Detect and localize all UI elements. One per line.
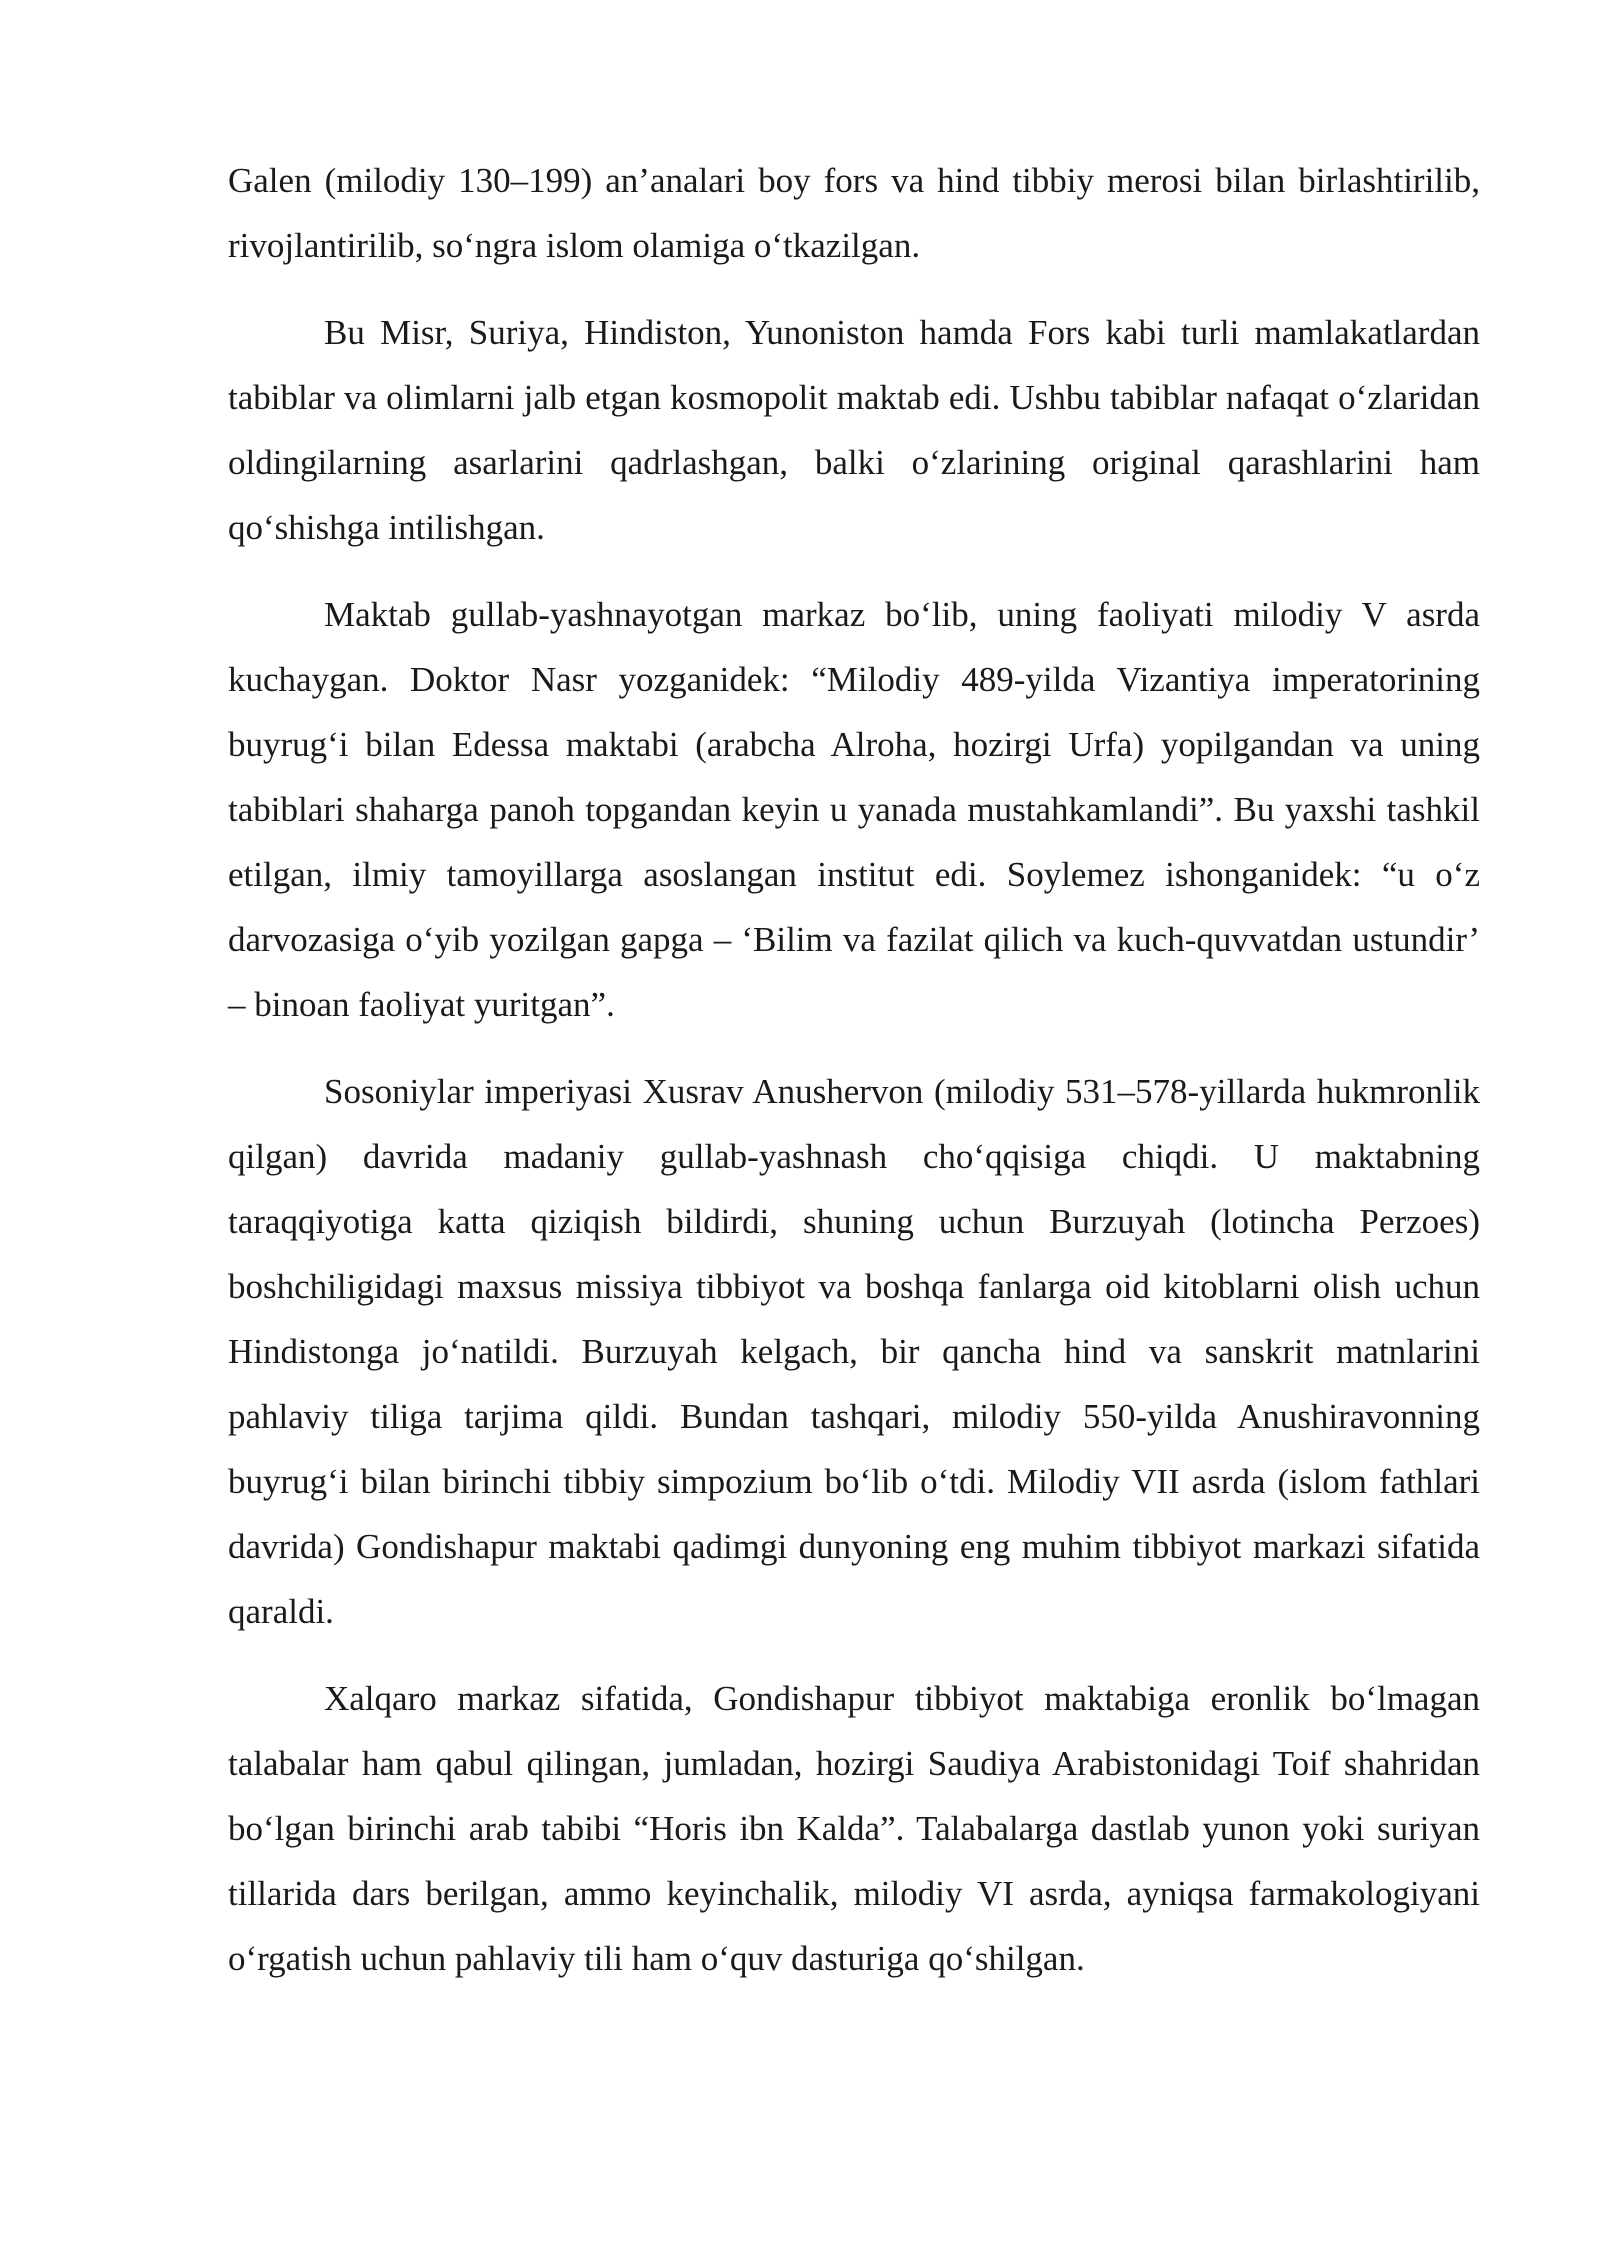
paragraph: Xalqaro markaz sifatida, Gondishapur tibbiyot maktabiga eronlik bo‘lmagan talabalar ham qabul qilingan, jumladan, hozirgi Saudiya Arabistonidagi Toif shahridan bo‘lgan birinchi arab tabibi “Horis ibn Kalda”. Talabalarga dastlab yunon yoki suriyan tillarida dars berilgan, ammo keyinchalik, milodiy VI asrda, ayniqsa farmakologiyani o‘rgatish uchun pahlaviy tili ham o‘quv dasturiga qo‘shilgan. bbox=[228, 1679, 1480, 1978]
paragraph: Maktab gullab-yashnayotgan markaz bo‘lib, uning faoliyati milodiy V asrda kuchaygan. Doktor Nasr yozganidek: “Milodiy 489-yilda Vizantiya imperatorining buyrug‘i bilan Edessa maktabi (arabcha Alroha, hozirgi Urfa) yopilgandan va uning tabiblari shaharga panoh topgandan keyin u yanada mustahkamlandi”. Bu yaxshi tashkil etilgan, ilmiy tamoyillarga asoslangan institut edi. Soylemez ishonganidek: “u o‘z darvozasiga o‘yib yozilgan gapga – ‘Bilim va fazilat qilich va kuch-quvvatdan ustundir’ – binoan faoliyat yuritgan”. bbox=[228, 595, 1480, 1024]
paragraph: Sosoniylar imperiyasi Xusrav Anushervon (milodiy 531–578-yillarda hukmronlik qilgan) davrida madaniy gullab-yashnash cho‘qqisiga chiqdi. U maktabning taraqqiyotiga katta qiziqish bildirdi, shuning uchun Burzuyah (lotincha Perzoes) boshchiligidagi maxsus missiya tibbiyot va boshqa fanlarga oid kitoblarni olish uchun Hindistonga jo‘natildi. Burzuyah kelgach, bir qancha hind va sanskrit matnlarini pahlaviy tiliga tarjima qildi. Bundan tashqari, milodiy 550-yilda Anushiravonning buyrug‘i bilan birinchi tibbiy simpozium bo‘lib o‘tdi. Milodiy VII asrda (islom fathlari davrida) Gondishapur maktabi qadimgi dunyoning eng muhim tibbiyot markazi sifatida qaraldi. bbox=[228, 1072, 1480, 1631]
body-text bbox=[228, 148, 1480, 2013]
paragraph-continuation: Galen (milodiy 130–199) an’analari boy fors va hind tibbiy merosi bilan birlashtirilib, rivojlantirilib, so‘ngra islom olamiga o‘tkazilgan. bbox=[228, 161, 1480, 265]
paragraph: Bu Misr, Suriya, Hindiston, Yunoniston hamda Fors kabi turli mamlakatlardan tabiblar va olimlarni jalb etgan kosmopolit maktab edi. Ushbu tabiblar nafaqat o‘zlaridan oldingilarning asarlarini qadrlashgan, balki o‘zlarining original qarashlarini ham qo‘shishga intilishgan. bbox=[228, 313, 1480, 547]
